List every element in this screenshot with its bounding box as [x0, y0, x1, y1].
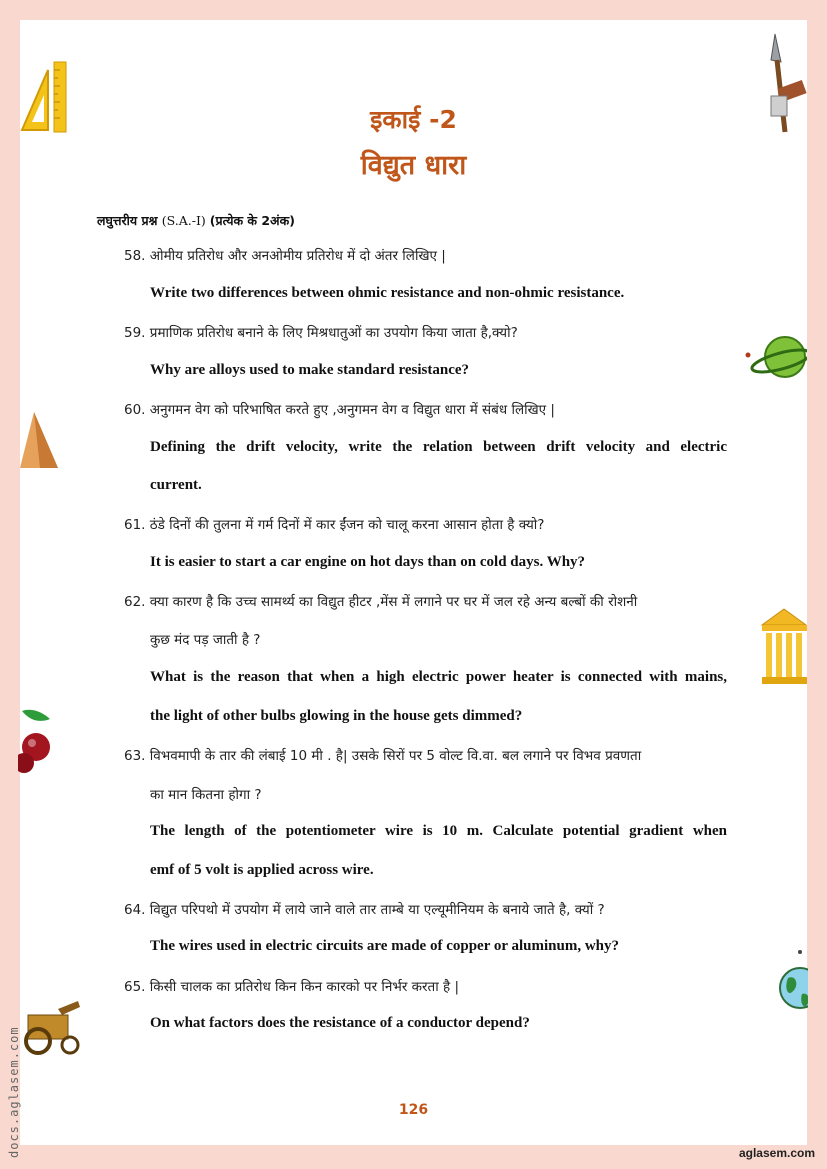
section-prefix: लघुत्तरीय प्रश्न: [97, 213, 162, 228]
cherry-icon: [18, 705, 58, 775]
question-65-english: On what factors does the resistance of a conductor depend?: [150, 1015, 530, 1031]
question-62-hindi-line2: कुछ मंद पड़ जाती है ?: [150, 632, 261, 648]
page-number: 126: [398, 1102, 429, 1118]
question-65-hindi: 65. किसी चालक का प्रतिरोध किन किन कारको पर निर्भर करता है |: [124, 979, 460, 995]
globe-icon: [778, 948, 808, 1018]
section-heading: [97, 212, 295, 229]
pyramid-icon: [18, 410, 60, 472]
question-62-english-line1: What is the reason that when a high electric power heater is connected with mains,: [150, 669, 727, 685]
question-62-hindi-line1: 62. क्या कारण है कि उच्च सामर्थ्य का विद्युत हीटर ,मेंस में लगाने पर घर में जल रहे अन्य बल्बों की रोशनी: [124, 594, 638, 610]
question-60-english-line2: current.: [150, 477, 202, 493]
question-64-english: The wires used in electric circuits are made of copper or aluminum, why?: [150, 938, 619, 954]
question-64-hindi: 64. विद्युत परिपथो में उपयोग में लाये जाने वाले तार ताम्बे या एल्यूमीनियम के बनाये जाते है, क्यों ?: [124, 902, 605, 918]
question-58-english: Write two differences between ohmic resistance and non-ohmic resistance.: [150, 285, 625, 301]
unit-number: इकाई -2: [370, 105, 457, 134]
brand-label: aglasem.com: [738, 1146, 815, 1160]
planet-icon: [745, 335, 807, 385]
temple-icon: [760, 607, 807, 687]
question-63-hindi-line2: का मान कितना होगा ?: [150, 787, 262, 803]
unit-title: विद्युत धारा: [360, 150, 467, 181]
question-60-english-line1: Defining the drift velocity, write the relation between drift velocity and electric: [150, 439, 727, 455]
question-59-english: Why are alloys used to make standard resistance?: [150, 362, 470, 378]
section-code: (S.A.-I): [161, 213, 210, 228]
question-61-english: It is easier to start a car engine on hot days than on cold days. Why?: [150, 554, 586, 570]
question-60-hindi: 60. अनुगमन वेग को परिभाषित करते हुए ,अनुगमन वेग व विद्युत धारा में संबंध लिखिए |: [124, 402, 555, 418]
question-59-hindi: 59. प्रमाणिक प्रतिरोध बनाने के लिए मिश्रधातुओं का उपयोग किया जाता है,क्यो?: [124, 325, 518, 341]
side-watermark: docs.aglasem.com: [7, 1026, 21, 1158]
question-58-hindi: 58. ओमीय प्रतिरोध और अनओमीय प्रतिरोध में दो अंतर लिखिए |: [124, 248, 446, 264]
chariot-icon: [18, 995, 84, 1057]
question-62-english-line2: the light of other bulbs glowing in the house gets dimmed?: [150, 708, 523, 724]
question-63-hindi-line1: 63. विभवमापी के तार की लंबाई 10 मी . है| उसके सिरों पर 5 वोल्ट वि.वा. बल लगाने पर विभव प्रवणता: [124, 748, 642, 764]
question-61-hindi: 61. ठंडे दिनों की तुलना में गर्म दिनों में कार ईंजन को चालू करना आसान होता है क्यो?: [124, 517, 545, 533]
question-63-english-line1: The length of the potentiometer wire is 10 m. Calculate potential gradient when: [150, 823, 727, 839]
question-63-english-line2: emf of 5 volt is applied across wire.: [150, 862, 374, 878]
section-marks: (प्रत्येक के 2अंक): [209, 213, 295, 228]
